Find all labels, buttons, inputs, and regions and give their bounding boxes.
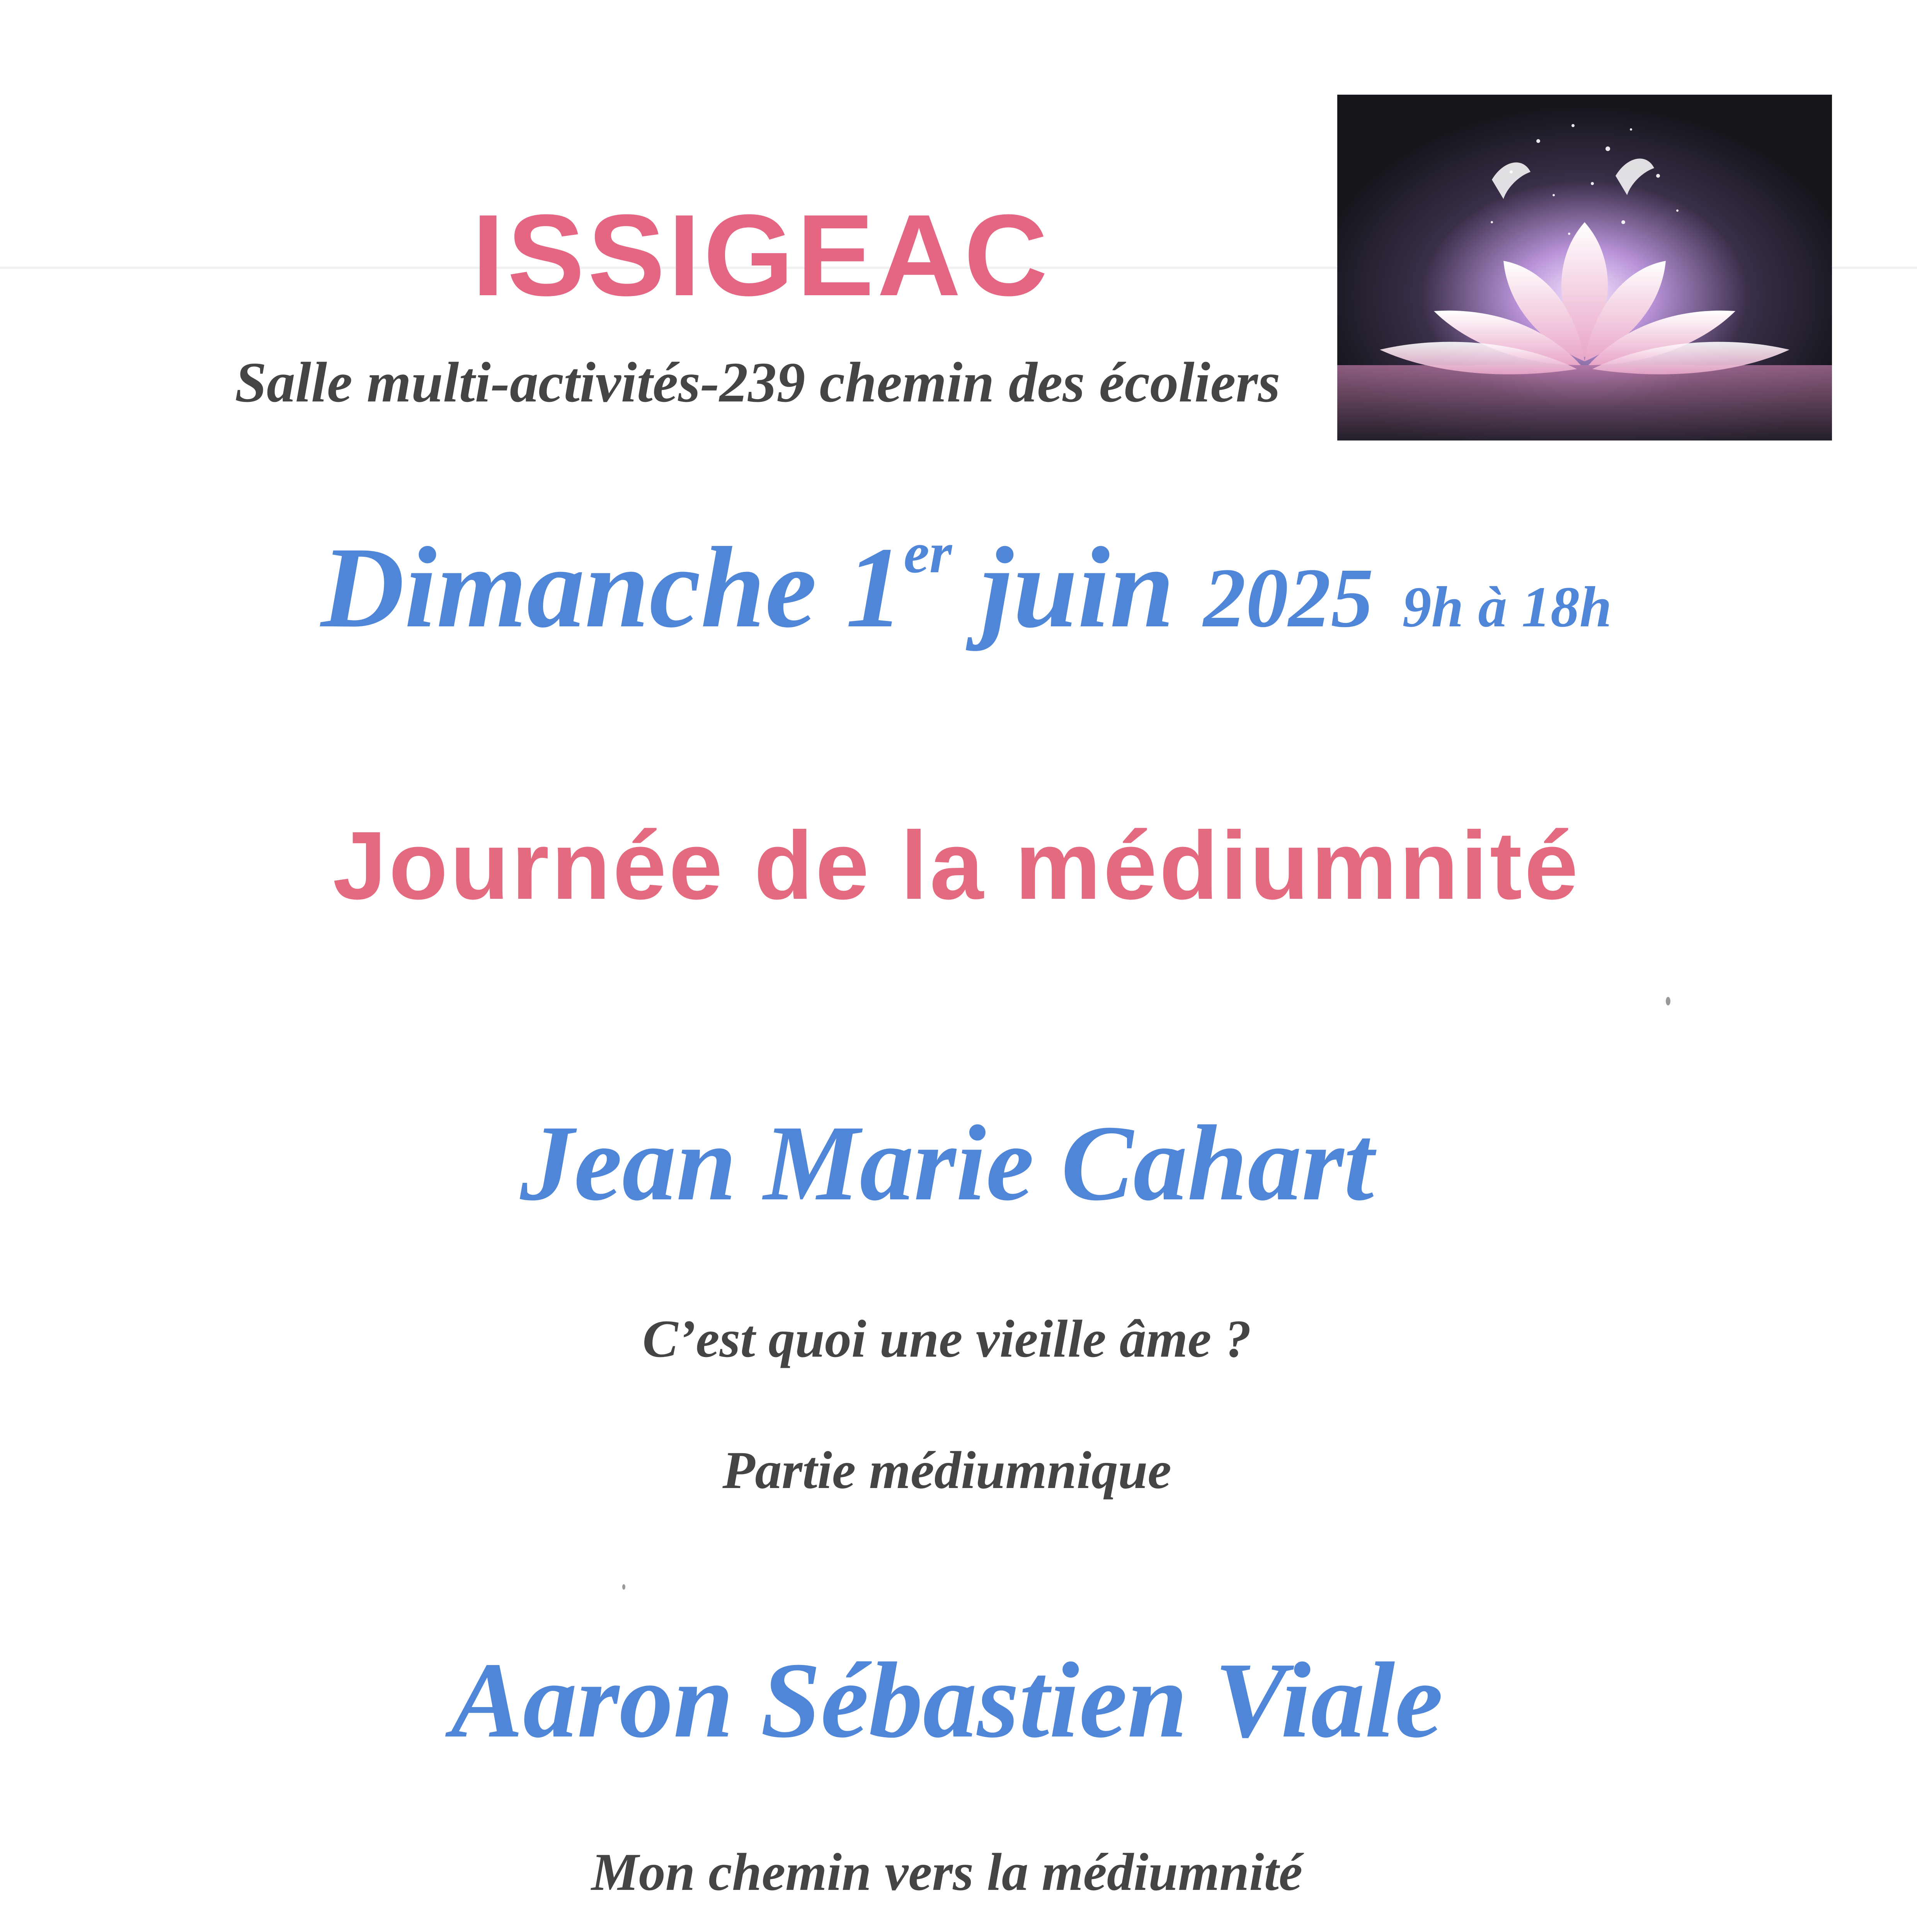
date-year: 2025: [1203, 551, 1374, 645]
scan-speck: [1666, 997, 1670, 1005]
event-title: Journée de la médiumnité: [332, 811, 1581, 919]
event-date: [174, 522, 1759, 673]
city-title: ISSIGEAC: [472, 190, 1051, 320]
date-weekday-day: Dimanche 1: [320, 523, 904, 651]
speaker-1-talk: C’est quoi une vieille âme ?: [642, 1309, 1251, 1368]
speaker-2-name: Aaron Sébastien Viale: [451, 1640, 1443, 1760]
date-month: juin: [981, 523, 1175, 651]
date-day-suffix: er: [904, 521, 952, 585]
venue-address: Salle multi-activités-239 chemin des écoliers: [235, 351, 1280, 414]
speaker-1-part: Partie médiumnique: [722, 1440, 1171, 1500]
speaker-2-talk: Mon chemin vers la médiumnité: [591, 1842, 1303, 1901]
event-hours: 9h à 18h: [1402, 575, 1612, 639]
scan-speck: [622, 1584, 625, 1590]
lotus-flower-photo: [1337, 95, 1832, 440]
speaker-1-name: Jean Marie Cahart: [520, 1103, 1374, 1223]
